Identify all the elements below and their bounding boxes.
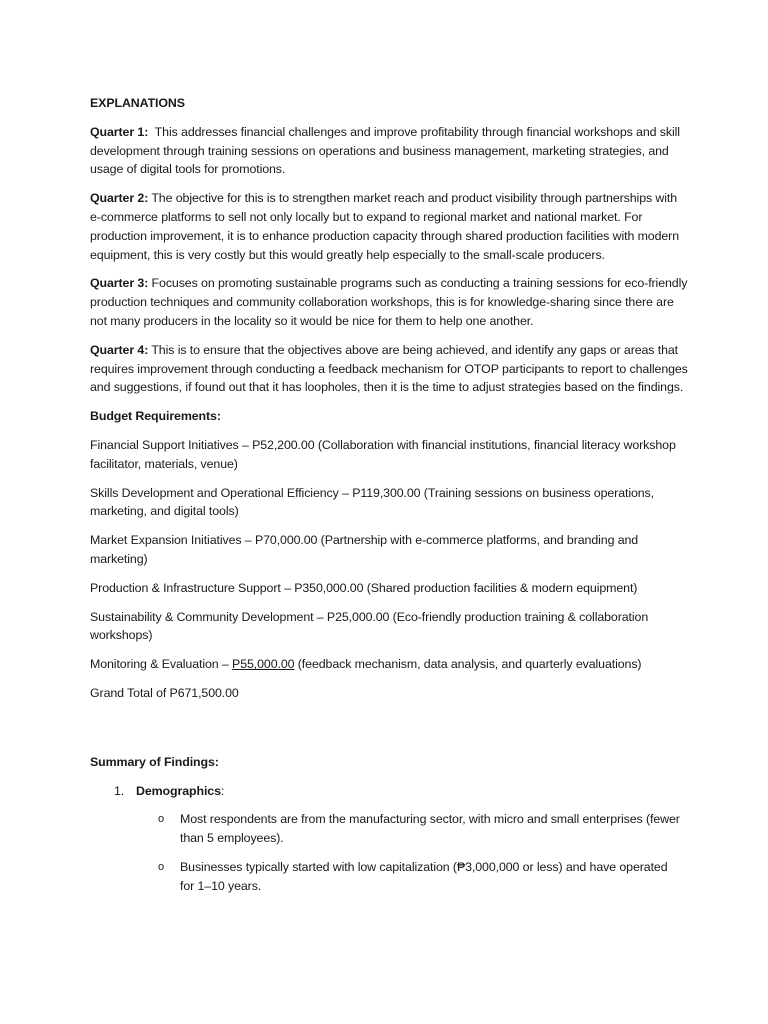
bullet-circle-icon: o [158, 860, 165, 873]
section-spacer [90, 713, 690, 753]
bullet-text: Businesses typically started with low capitalization (₱3,000,000 or less) and have operated for 1–10 years. [180, 859, 668, 893]
summary-heading: Summary of Findings: [90, 754, 219, 769]
list-item [158, 810, 690, 848]
quarter-4-text: This is to ensure that the objectives above are being achieved, and identify any gaps or areas that requires improvement through conducting a feedback mechanism for OTOP participants to report to challenges and suggestions, if found out that it has loopholes, then it is the time to adjust strategies based on the findings. [90, 342, 692, 395]
document-body [90, 94, 690, 906]
monitoring-amount: P55,000.00 [232, 657, 295, 672]
explanations-heading: EXPLANATIONS [90, 96, 185, 110]
quarter-3-paragraph [90, 274, 690, 330]
budget-item-market-expansion: Market Expansion Initiatives – P70,000.00 (Partnership with e-commerce platforms, and branding and marketing) [90, 533, 639, 566]
list-item [158, 858, 690, 896]
findings-item-demographics [114, 782, 690, 801]
budget-item-monitoring [90, 655, 690, 674]
quarter-4-label: Quarter 4: [90, 342, 149, 357]
quarter-3-label: Quarter 3: [90, 276, 149, 291]
demographics-label: Demographics [136, 783, 221, 798]
budget-heading: Budget Requirements: [90, 409, 221, 424]
demographics-colon: : [220, 783, 225, 798]
budget-item-production-infrastructure: Production & Infrastructure Support – P350,000.00 (Shared production facilities & modern equipment) [90, 580, 638, 595]
quarter-4-paragraph [90, 341, 690, 397]
budget-item-sustainability: Sustainability & Community Development – P25,000.00 (Eco-friendly production training & collaboration workshops) [90, 609, 649, 643]
quarter-1-paragraph [90, 123, 690, 179]
grand-total: Grand Total of P671,500.00 [90, 685, 239, 700]
monitoring-prefix: Monitoring & Evaluation – [90, 657, 233, 672]
quarter-1-label: Quarter 1: [90, 124, 149, 139]
quarter-2-text: The objective for this is to strengthen market reach and product visibility through partnerships with e-commerce platforms to sell not only locally but to expand to regional market and national market. For production improvement, it is to enhance production capacity through shared production facilities with modern equipment, this is very costly but this would greatly help especially to the small-scale producers. [90, 191, 683, 262]
budget-item-skills-development: Skills Development and Operational Efficiency – P119,300.00 (Training sessions on business operations, marketing, and digital tools) [90, 485, 654, 519]
bullet-text: Most respondents are from the manufacturing sector, with micro and small enterprises (fewer than 5 employees). [180, 812, 680, 846]
quarter-2-paragraph [90, 189, 690, 264]
quarter-3-text: Focuses on promoting sustainable programs such as conducting a training sessions for eco-friendly production techniques and community collaboration workshops, this is for knowledge-sharing since there are not many producers in the locality so it would be nice for them to help one another. [90, 276, 691, 328]
quarter-1-text: This addresses financial challenges and improve profitability through financial workshops and skill development through training sessions on operations and business management, marketing strategies, and usage of digital tools for promotions. [90, 124, 684, 177]
budget-item-financial-support: Financial Support Initiatives – P52,200.00 (Collaboration with financial institutions, financial literacy workshop facilitator, materials, venue) [90, 437, 676, 471]
quarter-2-label: Quarter 2: [90, 191, 149, 206]
list-number: 1. [114, 783, 125, 798]
bullet-circle-icon: o [158, 813, 165, 826]
monitoring-suffix: (feedback mechanism, data analysis, and quarterly evaluations) [294, 657, 642, 672]
